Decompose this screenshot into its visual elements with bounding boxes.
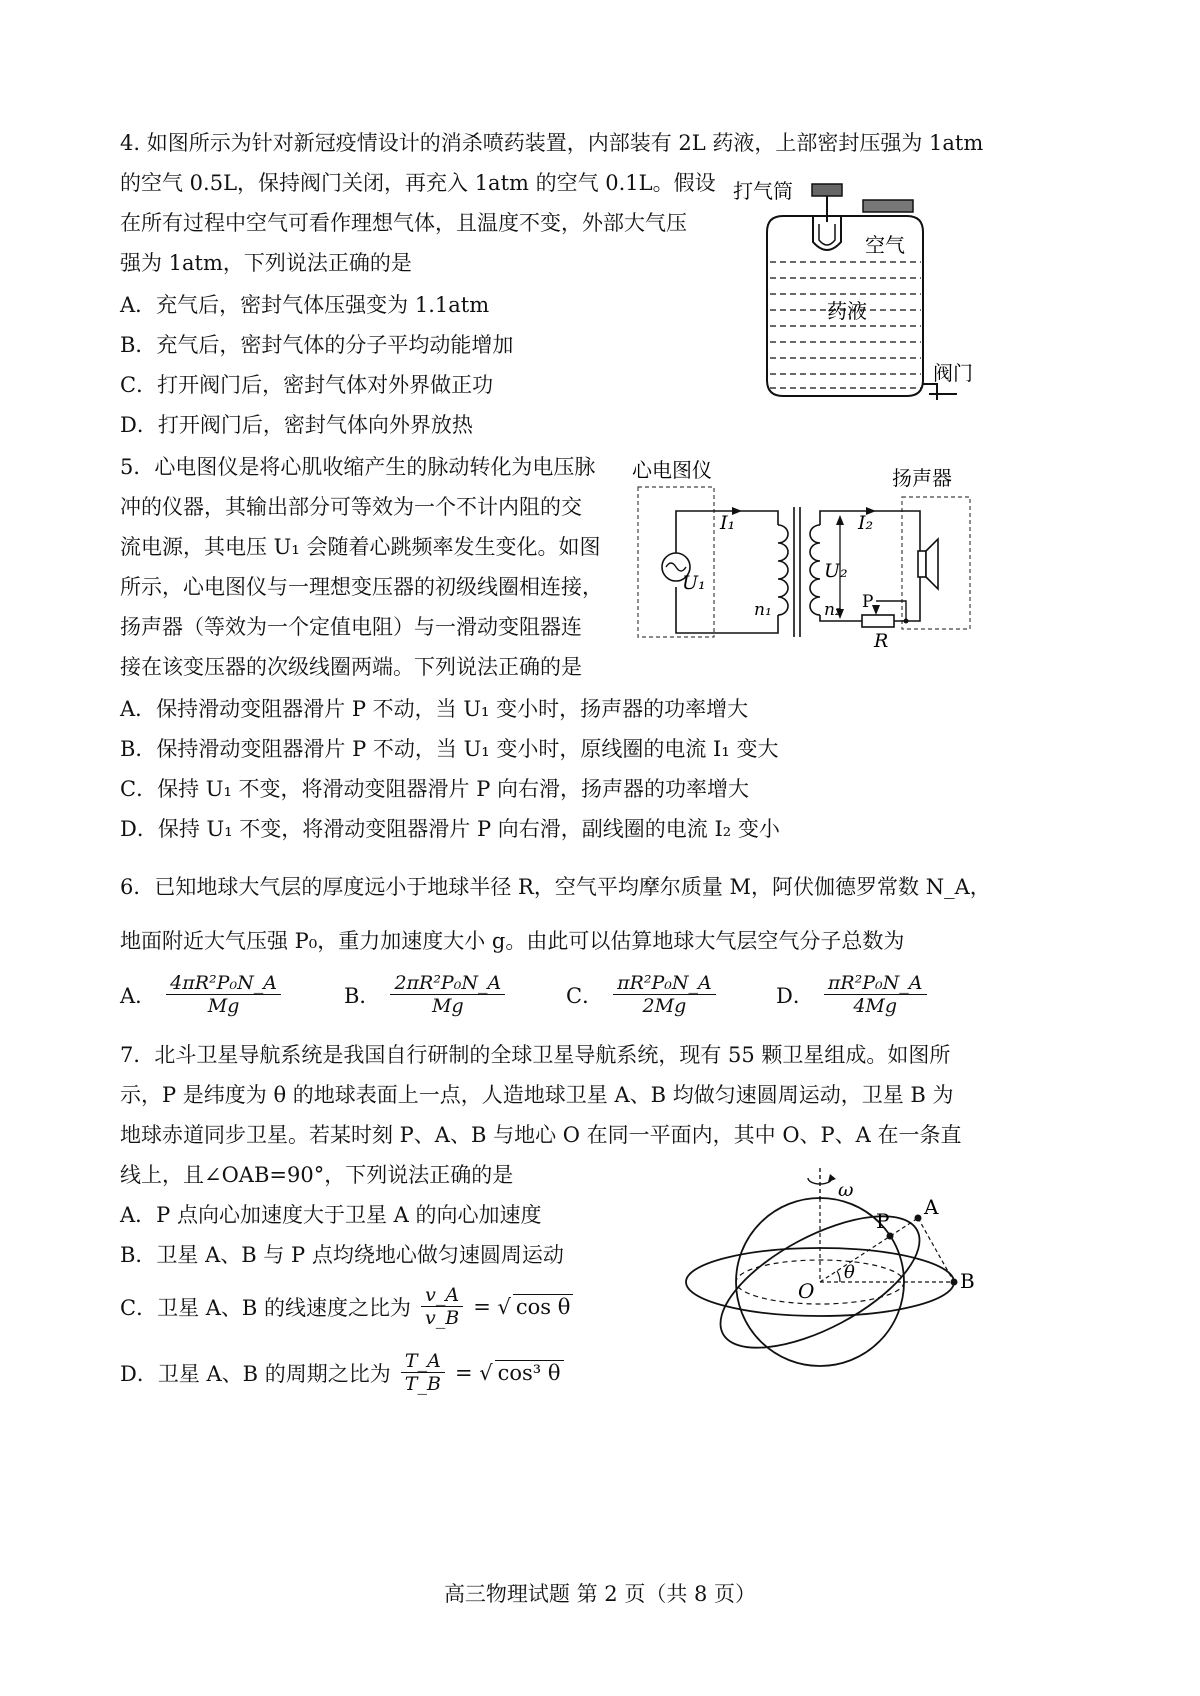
secondary-coil-icon [810,525,820,615]
speaker-icon [918,551,926,577]
q6-option-d: D． $\frac{\text{πR²P₀N\_A}}{4Mg}$ [776,972,927,1017]
omega-label: ω [838,1179,854,1201]
q4-option-c: C．打开阀门后，密封气体对外界做正功 [120,373,494,397]
ecg-label: 心电图仪 [632,458,712,482]
p-label: P [862,592,874,612]
q4-option-d: D．打开阀门后，密封气体向外界放热 [120,413,473,437]
r-label: R [874,630,889,652]
q6-option-c: C． $\frac{\text{πR²P₀N\_A}}{2Mg}$ [566,972,716,1017]
theta-arc [837,1271,840,1282]
rheostat-icon [862,615,894,627]
theta-label: θ [844,1262,855,1283]
q4-option-b: B．充气后，密封气体的分子平均动能增加 [120,333,514,357]
p-point-label: P [876,1209,890,1233]
q7-line-1: 7．北斗卫星导航系统是我国自行研制的全球卫星导航系统，现有 55 颗卫星组成。如图所 [120,1043,951,1067]
q5-line-5: 扬声器（等效为一个定值电阻）与一滑动变阻器连 [120,615,582,639]
q5-line-6: 接在该变压器的次级线圈两端。下列说法正确的是 [120,655,582,679]
i1-label: I₁ [720,512,736,534]
q7-option-a: A．P 点向心加速度大于卫星 A 的向心加速度 [120,1203,542,1227]
q5-option-c: C．保持 U₁ 不变，将滑动变阻器滑片 P 向右滑，扬声器的功率增大 [120,777,750,801]
q4-line-3: 在所有过程中空气可看作理想气体，且温度不变，外部大气压 [120,211,687,235]
q4-line-2: 的空气 0.5L，保持阀门关闭，再充入 1atm 的空气 0.1L。假设 [120,171,716,195]
q7-option-b: B．卫星 A、B 与 P 点均绕地心做匀速圆周运动 [120,1243,564,1267]
q6-option-d-num: πR²P₀N_A [824,972,927,995]
tank-cap-icon [863,200,913,212]
q7-line-2: 示，P 是纬度为 θ 的地球表面上一点，人造地球卫星 A、B 均做匀速圆周运动，卫星 B 为 [120,1083,954,1107]
air-label: 空气 [865,233,905,257]
pump-handle-icon [812,184,842,196]
n2-label: n₂ [824,600,842,620]
u1-label: U₁ [682,572,706,594]
page-footer: 高三物理试题 第 2 页（共 8 页） [443,1582,757,1606]
q4-option-a: A．充气后，密封气体压强变为 1.1atm [120,293,490,317]
i2-label: I₂ [858,512,874,534]
n1-label: n₁ [754,600,772,620]
q7-line-4: 线上，且∠OAB=90°，下列说法正确的是 [120,1163,514,1187]
valve-pipe [923,384,937,400]
q6-option-b-den: Mg [432,995,464,1017]
u2-label: U₂ [824,560,848,582]
speaker-label: 扬声器 [892,466,952,490]
satellite-a-icon [915,1215,922,1222]
q7-line-3: 地球赤道同步卫星。若某时刻 P、A、B 与地心 O 在同一平面内，其中 O、P、A 在一条直 [120,1123,962,1147]
exam-page: 4. 如图所示为针对新冠疫情设计的消杀喷药装置，内部装有 2L 药液，上部密封压强为 1atm 的空气 0.5L，保持阀门关闭，再充入 1atm 的空气 0.1L。假设 在所有过程中空气可看作理想气体，且温度不变，外部大气压 强为 1atm，下列说法正确的是 A．充气后，密封气体压强变为 1.1atm B．充气后，密封气体的分子平均动能增加 C．打开阀门后，密封气体对外界做正功 D．打开阀门后，密封气体向外界放热 打气筒 空气 药液 阀门 5．心电图仪是将心肌收缩产生的脉动转化为电压脉 冲的仪器，其输出部分可等效为一个不计内阻的交 流电源，其电压 U₁ 会随着心跳频率发生变化。如图 所示，心电图仪与一理想变压器的初级线圈相连接， 扬声器（等效为一个定值电阻）与一滑动变阻器连 接在该变压器的次级线圈两端。下列说法正确的是 A．保持滑动变阻器滑片 P 不动，当 U₁ 变小时，扬声器的功率增大 B．保持滑动变阻器滑片 P 不动，当 U₁ 变小时，原线圈的电流 I₁ 变大 C．保持 U₁ 不变，将滑动变阻器滑片 P 向右滑，扬声器的功率增大 D．保持 U₁ 不变，将滑动变阻器滑片 P 向右滑，副线圈的电流 I₂ 变小 心电图仪 扬声器 I₁ I₂ U₁ U₂ n₁ n₂ P R 6．已知地球大气层的厚度远小于地球半径 R，空气平均摩尔质量 M，阿伏伽德罗常数 N_A， 地面附近大气压强 P₀，重力加速度大小 g。由此可以估算地球大气层空气分子总数为 A． $\frac{\text{4πR²P₀N\_A}}{Mg}$ B． $\frac{\text{2πR²P₀N\_A}}{Mg}$ C． $\frac{\text{πR²P₀N\_A}}{2Mg}$ D． $\frac{\text{πR²P₀N\_A}}{4Mg}$ 7．北斗卫星导航系统是我国自行研制的全球卫星导航系统，现有 55 颗卫星组成。如图所 示，P 是纬度为 θ 的地球表面上一点，人造地球卫星 A、B 均做匀速圆周运动，卫星 B 为 地球赤道同步卫星。若某时刻 P、A、B 与地心 O 在同一平面内，其中 O、P、A 在一条直 线上，且∠OAB=90°，下列说法正确的是 A．P 点向心加速度大于卫星 A 的向心加速度 B．卫星 A、B 与 P 点均绕地心做匀速圆周运动 C．卫星 A、B 的线速度之比为 $\frac{v\_A}{v\_B}$ = √ cos θ D．卫星 A、B 的周期之比为 $\frac{T\_A}{T\_B}$ = √ cos³ θ ω A P O B θ 高三物理试题 第 2 页（共 8 页） [0,0,1200,1696]
a-label: A [924,1195,939,1219]
q5-option-a: A．保持滑动变阻器滑片 P 不动，当 U₁ 变小时，扬声器的功率增大 [120,697,749,721]
q6-option-b: B． $\frac{\text{2πR²P₀N\_A}}{Mg}$ [344,972,505,1017]
q5-line-3: 流电源，其电压 U₁ 会随着心跳频率发生变化。如图 [120,535,601,559]
liquid-level-lines [770,262,921,388]
b-label: B [960,1269,975,1293]
pump-label: 打气筒 [733,179,793,203]
valve-label: 阀门 [933,361,973,385]
q4-line-1: 4. 如图所示为针对新冠疫情设计的消杀喷药装置，内部装有 2L 药液，上部密封压强为 1atm [120,131,984,155]
q6-option-a: A． $\frac{\text{4πR²P₀N\_A}}{Mg}$ [120,972,281,1017]
liquid-label: 药液 [827,299,867,323]
q5-line-1: 5．心电图仪是将心肌收缩产生的脉动转化为电压脉 [120,455,596,479]
q6-options [120,972,1020,1032]
q6-line-1: 6．已知地球大气层的厚度远小于地球半径 R，空气平均摩尔质量 M，阿伏伽德罗常数 N_A， [120,875,991,899]
q5-line-2: 冲的仪器，其输出部分可等效为一个不计内阻的交 [120,495,582,519]
q5-option-b: B．保持滑动变阻器滑片 P 不动，当 U₁ 变小时，原线圈的电流 I₁ 变大 [120,737,779,761]
q5-line-4: 所示，心电图仪与一理想变压器的初级线圈相连接， [120,575,603,599]
q6-option-a-num: 4πR²P₀N_A [166,972,281,995]
q5-option-d: D．保持 U₁ 不变，将滑动变阻器滑片 P 向右滑，副线圈的电流 I₂ 变小 [120,817,780,841]
q6-option-c-den: 2Mg [642,995,687,1017]
satellite-orbit-figure [680,1160,1000,1390]
q6-option-c-num: πR²P₀N_A [613,972,716,995]
q6-option-a-den: Mg [207,995,240,1017]
point-p [887,1233,894,1240]
sprayer-figure [725,170,995,415]
q4-line-4: 强为 1atm，下列说法正确的是 [120,251,412,275]
q6-line-2: 地面附近大气压强 P₀，重力加速度大小 g。由此可以估算地球大气层空气分子总数为 [120,929,905,953]
satellite-b-icon [951,1279,958,1286]
primary-coil-icon [778,525,788,615]
transformer-circuit-figure [630,455,980,655]
q6-option-b-num: 2πR²P₀N_A [390,972,505,995]
q6-option-d-den: 4Mg [853,995,898,1017]
o-label: O [798,1279,815,1303]
